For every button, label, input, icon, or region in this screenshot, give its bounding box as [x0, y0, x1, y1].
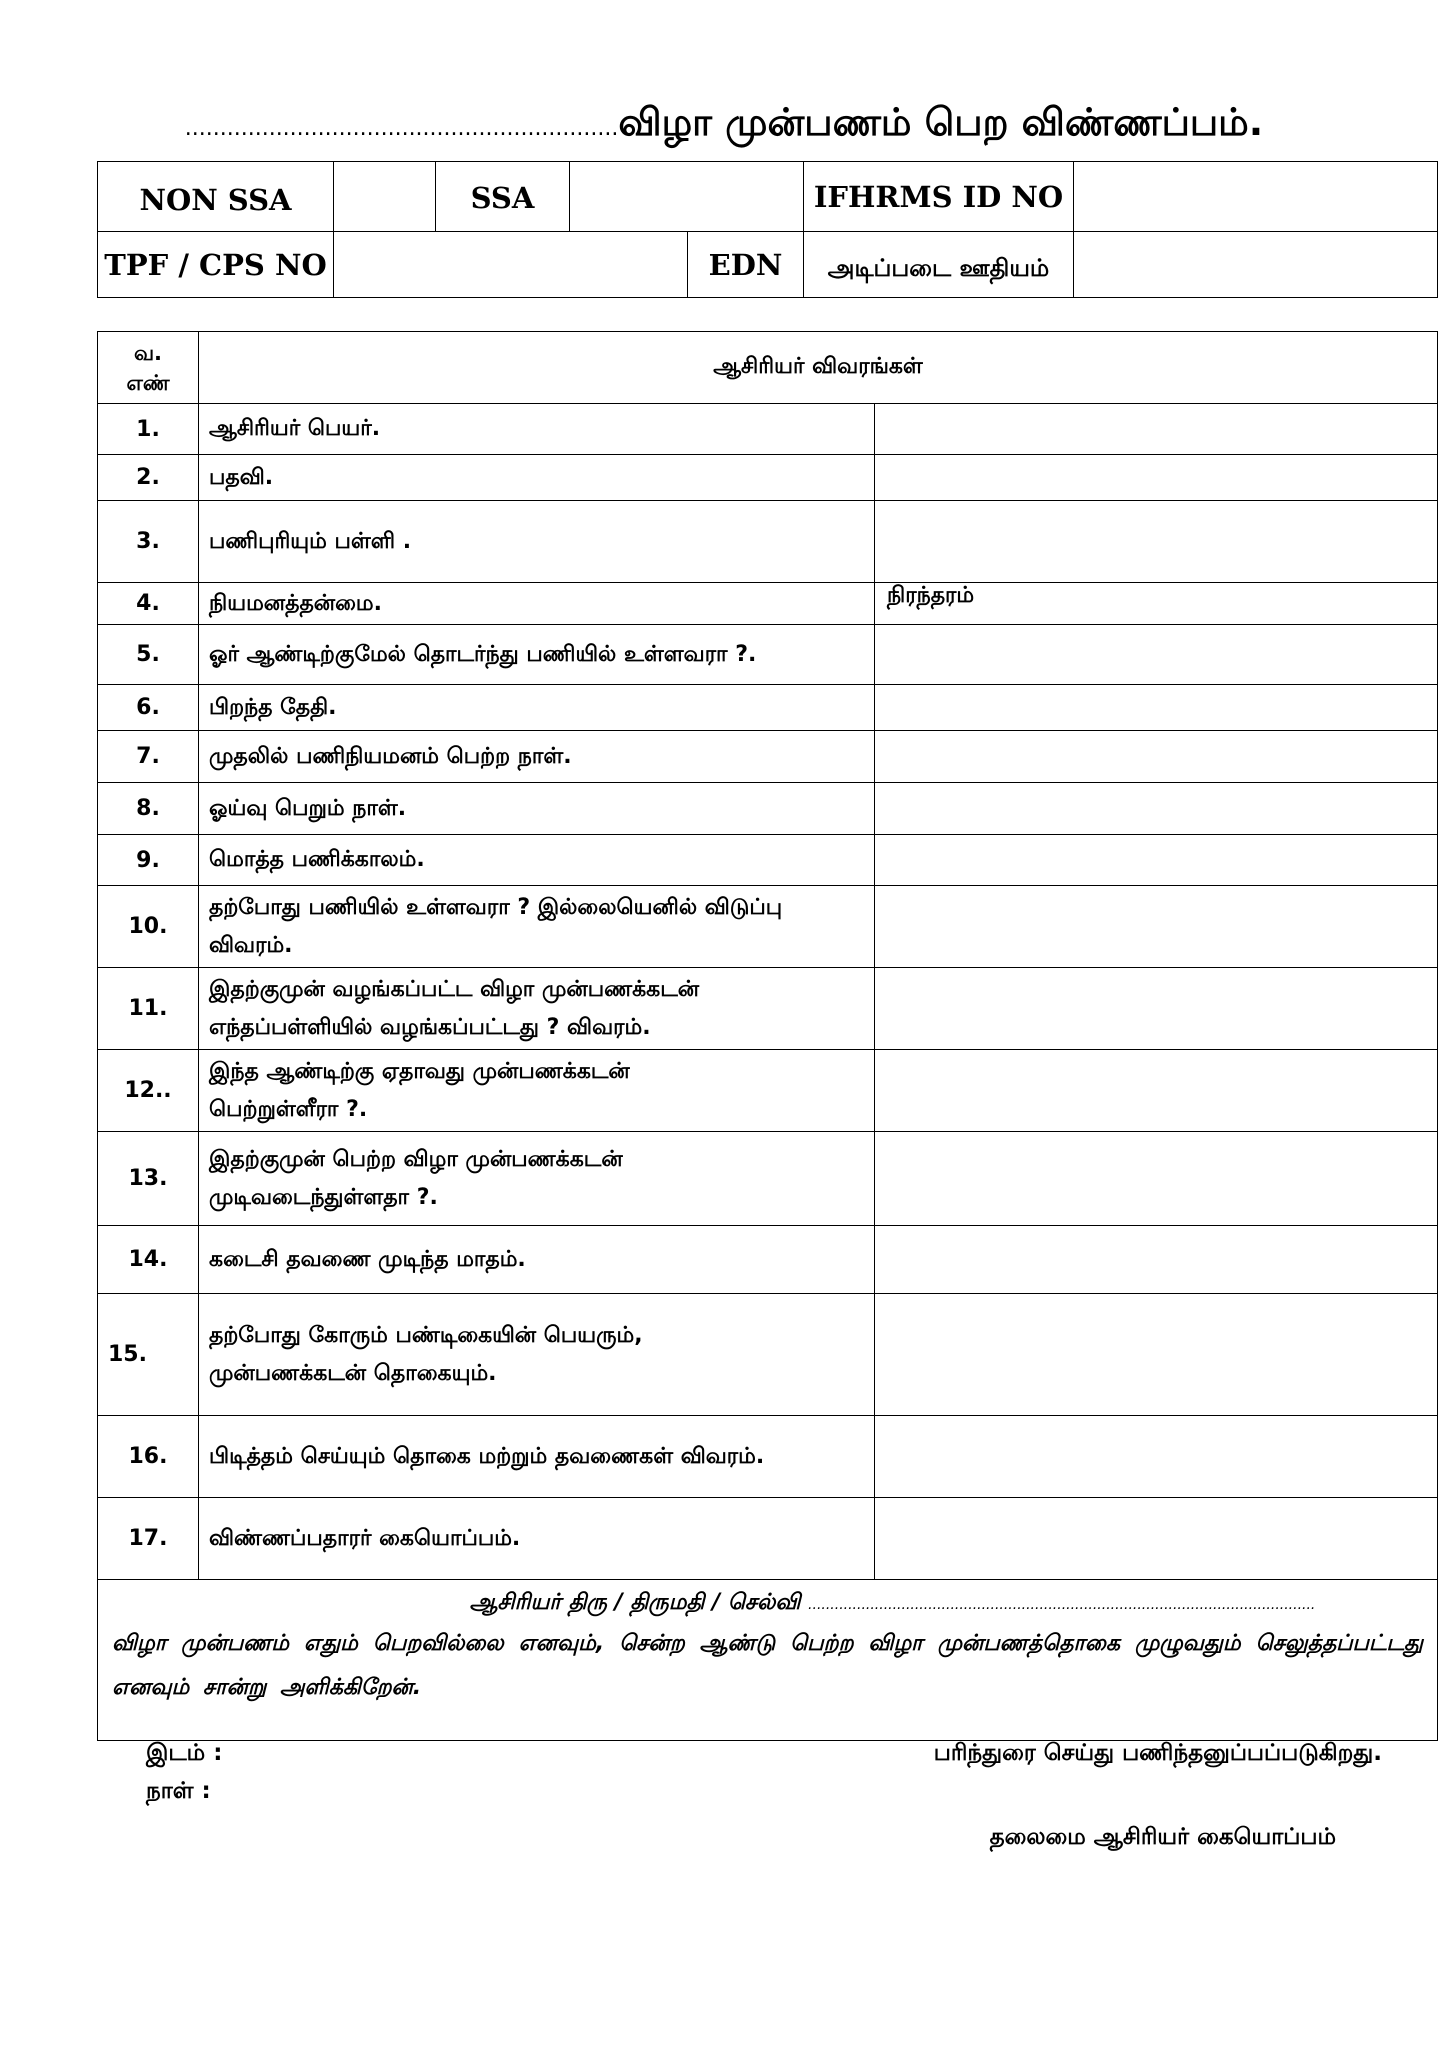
table-row — [98, 1050, 1438, 1132]
row-label-line1: தற்போது கோரும் பண்டிகையின் பெயரும், — [209, 1322, 643, 1348]
table-row — [98, 886, 1438, 968]
sno-header-line1: வ. — [133, 340, 163, 365]
row-label — [199, 1416, 875, 1498]
row-number: 4. — [98, 583, 199, 625]
row-label — [199, 1050, 875, 1132]
row-label-line1: ஓர் ஆண்டிற்குமேல் தொடர்ந்து பணியில் உள்ளவரா ?. — [209, 641, 757, 667]
tpf-cps-field[interactable] — [334, 232, 688, 298]
table-row — [98, 1294, 1438, 1416]
row-label — [199, 685, 875, 731]
row-label-line2: முடிவடைந்துள்ளதா ?. — [209, 1184, 438, 1210]
form-title — [0, 100, 1448, 150]
row-value-field[interactable] — [875, 625, 1438, 685]
ssa-label: SSA — [436, 162, 570, 232]
row-label-line1: விண்ணப்பதாரர் கையொப்பம். — [209, 1525, 521, 1551]
row-number: 1. — [98, 404, 199, 455]
row-label — [199, 583, 875, 625]
row-label-line1: ஓய்வு பெறும் நாள். — [209, 795, 407, 821]
row-label-line1: தற்போது பணியில் உள்ளவரா ? இல்லையெனில் விடுப்பு — [209, 894, 783, 920]
row-label — [199, 1498, 875, 1580]
row-number: 13. — [98, 1132, 199, 1226]
table-row — [98, 731, 1438, 783]
row-label — [199, 1226, 875, 1294]
row-label — [199, 625, 875, 685]
row-number: 6. — [98, 685, 199, 731]
table-row — [98, 583, 1438, 625]
row-value-field[interactable] — [875, 455, 1438, 501]
row-label-line2: பெற்றுள்ளீரா ?. — [209, 1096, 368, 1122]
row-label-line1: மொத்த பணிக்காலம். — [209, 847, 425, 872]
row-number: 8. — [98, 783, 199, 835]
place-label: இடம் : — [146, 1740, 223, 1766]
ifhrms-label: IFHRMS ID NO — [804, 162, 1074, 232]
hm-signature-label: தலைமை ஆசிரியர் கையொப்பம் — [989, 1824, 1336, 1850]
row-number: 12.. — [98, 1050, 199, 1132]
row-number: 9. — [98, 835, 199, 886]
certificate-body: விழா முன்பணம் எதும் பெறவில்லை எனவும், சென்ற ஆண்டு பெற்ற விழா முன்பணத்தொகை முழுவதும் செலுத்தப்பட்டது எனவும் சான்று அளிக்கிறேன். — [112, 1631, 1423, 1700]
row-label — [199, 501, 875, 583]
certificate-salutation: ஆசிரியர் திரு / திருமதி / செல்வி — [469, 1590, 801, 1615]
row-label-line1: பிறந்த தேதி. — [209, 694, 337, 720]
sno-header — [98, 332, 199, 404]
sno-header-line2: எண் — [126, 370, 170, 395]
title-dots: .............................................................. — [184, 116, 619, 141]
certificate-name-dots: .................................................................................................................. — [808, 1597, 1316, 1613]
row-number: 11. — [98, 968, 199, 1050]
id-header-table — [97, 161, 1438, 298]
row-number: 10. — [98, 886, 199, 968]
recommend-text: பரிந்துரை செய்து பணிந்தனுப்பப்படுகிறது. — [933, 1740, 1382, 1766]
basic-pay-label: அடிப்படை ஊதியம் — [804, 232, 1074, 298]
row-value-field[interactable] — [875, 886, 1438, 968]
row-label — [199, 835, 875, 886]
row-number: 7. — [98, 731, 199, 783]
row-label — [199, 783, 875, 835]
row-label — [199, 968, 875, 1050]
row-label — [199, 1132, 875, 1226]
row-number: 3. — [98, 501, 199, 583]
row-label-line1: பதவி. — [209, 464, 274, 490]
row-label-line1: பிடித்தம் செய்யும் தொகை மற்றும் தவணைகள் விவரம். — [209, 1443, 765, 1469]
table-row — [98, 1132, 1438, 1226]
row-value-field[interactable] — [875, 1416, 1438, 1498]
row-label-line2: விவரம். — [209, 932, 293, 958]
table-row — [98, 835, 1438, 886]
row-value-field[interactable] — [875, 501, 1438, 583]
row-label-line1: பணிபுரியும் பள்ளி . — [209, 528, 412, 554]
row-label — [199, 455, 875, 501]
certificate-line1 — [362, 1590, 1423, 1618]
edn-label: EDN — [688, 232, 804, 298]
table-row — [98, 1416, 1438, 1498]
non-ssa-field[interactable] — [334, 162, 436, 232]
tpf-cps-label: TPF / CPS NO — [98, 232, 334, 298]
row-label — [199, 886, 875, 968]
row-label-line1: இதற்குமுன் பெற்ற விழா முன்பணக்கடன் — [209, 1146, 623, 1172]
row-label — [199, 404, 875, 455]
row-value-field[interactable] — [875, 1294, 1438, 1416]
details-rows — [98, 404, 1438, 1580]
row-value-field[interactable]: நிரந்தரம் — [875, 583, 1438, 625]
table-row — [98, 783, 1438, 835]
row-value-field[interactable] — [875, 968, 1438, 1050]
date-label: நாள் : — [146, 1778, 211, 1804]
row-label-line1: முதலில் பணிநியமனம் பெற்ற நாள். — [209, 743, 572, 769]
row-value-field[interactable] — [875, 1132, 1438, 1226]
table-row — [98, 968, 1438, 1050]
row-value-field[interactable] — [875, 1050, 1438, 1132]
teacher-details-table — [97, 331, 1438, 1741]
row-value-field[interactable] — [875, 783, 1438, 835]
row-value-field[interactable] — [875, 1226, 1438, 1294]
details-header: ஆசிரியர் விவரங்கள் — [199, 332, 1438, 404]
row-number: 2. — [98, 455, 199, 501]
row-number: 16. — [98, 1416, 199, 1498]
ssa-field[interactable] — [570, 162, 804, 232]
non-ssa-label: NON SSA — [98, 162, 334, 232]
row-value-field[interactable] — [875, 1498, 1438, 1580]
table-row — [98, 1226, 1438, 1294]
row-value-field[interactable] — [875, 685, 1438, 731]
table-row — [98, 1498, 1438, 1580]
row-label-line1: ஆசிரியர் பெயர். — [209, 416, 381, 441]
row-value-field[interactable] — [875, 835, 1438, 886]
row-label — [199, 731, 875, 783]
row-label-line1: நியமனத்தன்மை. — [209, 590, 382, 616]
row-number: 5. — [98, 625, 199, 685]
row-label — [199, 1294, 875, 1416]
row-label-line1: இந்த ஆண்டிற்கு ஏதாவது முன்பணக்கடன் — [209, 1058, 630, 1084]
ifhrms-field[interactable] — [1074, 162, 1438, 232]
table-row — [98, 625, 1438, 685]
row-number: 15. — [98, 1294, 199, 1416]
row-label-line1: கடைசி தவணை முடிந்த மாதம். — [209, 1246, 526, 1272]
table-row — [98, 501, 1438, 583]
table-row — [98, 455, 1438, 501]
table-row — [98, 404, 1438, 455]
row-label-line2: எந்தப்பள்ளியில் வழங்கப்பட்டது ? விவரம். — [209, 1014, 651, 1040]
table-row — [98, 685, 1438, 731]
row-label-line2: முன்பணக்கடன் தொகையும். — [209, 1360, 497, 1386]
row-label-line1: இதற்குமுன் வழங்கப்பட்ட விழா முன்பணக்கடன் — [209, 976, 700, 1002]
row-value-field[interactable] — [875, 404, 1438, 455]
basic-pay-field[interactable] — [1074, 232, 1438, 298]
row-value-field[interactable] — [875, 731, 1438, 783]
row-number: 14. — [98, 1226, 199, 1294]
certificate-section — [98, 1580, 1438, 1741]
row-number: 17. — [98, 1498, 199, 1580]
title-text: விழா முன்பணம் பெற விண்ணப்பம். — [618, 100, 1264, 144]
